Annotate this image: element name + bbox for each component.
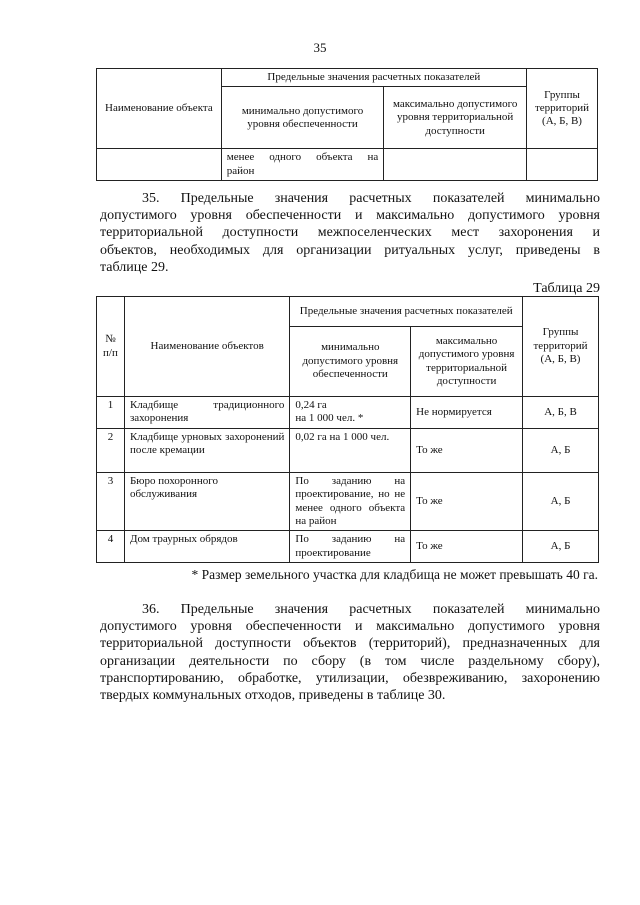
header-limit-values: Предельные значения расчетных показателей [290,297,523,327]
continuation-table [96,68,598,181]
header-territory-groups: Группы территорий (А, Б, В) [527,69,598,149]
header-name: Наименование объектов [124,297,289,397]
cell-min-line: менее одного объекта на [226,151,379,164]
page-number: 35 [313,40,327,55]
table-row: 3 Бюро похоронного обслуживания По заданию на проектирование, но не менее одного объекта на район То же А, Б [97,472,599,531]
cell-min-line: район [226,164,255,177]
header-max-access: максимально допустимого уровня территориальной доступности [384,87,527,149]
footnote: * Размер земельного участка для кладбища не может превышать 40 га. [191,567,598,582]
header-max-access: максимально допустимого уровня территориальной доступности [411,327,523,397]
table-row [97,149,598,181]
header-object-name: Наименование объекта [97,69,222,149]
header-min-level: минимально допустимого уровня обеспеченности [290,327,411,397]
table-29 [96,296,599,563]
table-row: 2 Кладбище урновых захоронений после кремации 0,02 га на 1 000 чел. То же А, Б [97,428,599,472]
table-row: 1 Кладбище традиционного захоронения 0,24 га на 1 000 чел. * Не нормируется А, Б, В [97,397,599,429]
header-territory-groups: Группы территорий (А, Б, В) [523,297,599,397]
header-limit-values: Предельные значения расчетных показателей [221,69,526,87]
table-caption: Таблица 29 [533,281,600,296]
header-num: № п/п [97,297,125,397]
table-row: 4 Дом траурных обрядов По заданию на проектирование То же А, Б [97,531,599,563]
header-min-level: минимально допустимого уровня обеспеченности [221,87,384,149]
paragraph-36: 36. Предельные значения расчетных показателей минимально допустимого уровня обеспеченности и максимально допустимого уровня территориальной доступности объектов (территорий), предназначенных для организации деятельности по сбору (в том числе раздельному сбору), транспортированию, обработке, утилизации, обезвреживанию, захоронению твердых коммунальных отходов, приведены в таблице 30. [100,602,600,704]
paragraph-35: 35. Предельные значения расчетных показателей минимально допустимого уровня обеспеченности и максимально допустимого уровня территориальной доступности межпоселенческих мест захоронения и объектов, необходимых для организации ритуальных услуг, приведены в таблице 29. [100,191,600,275]
